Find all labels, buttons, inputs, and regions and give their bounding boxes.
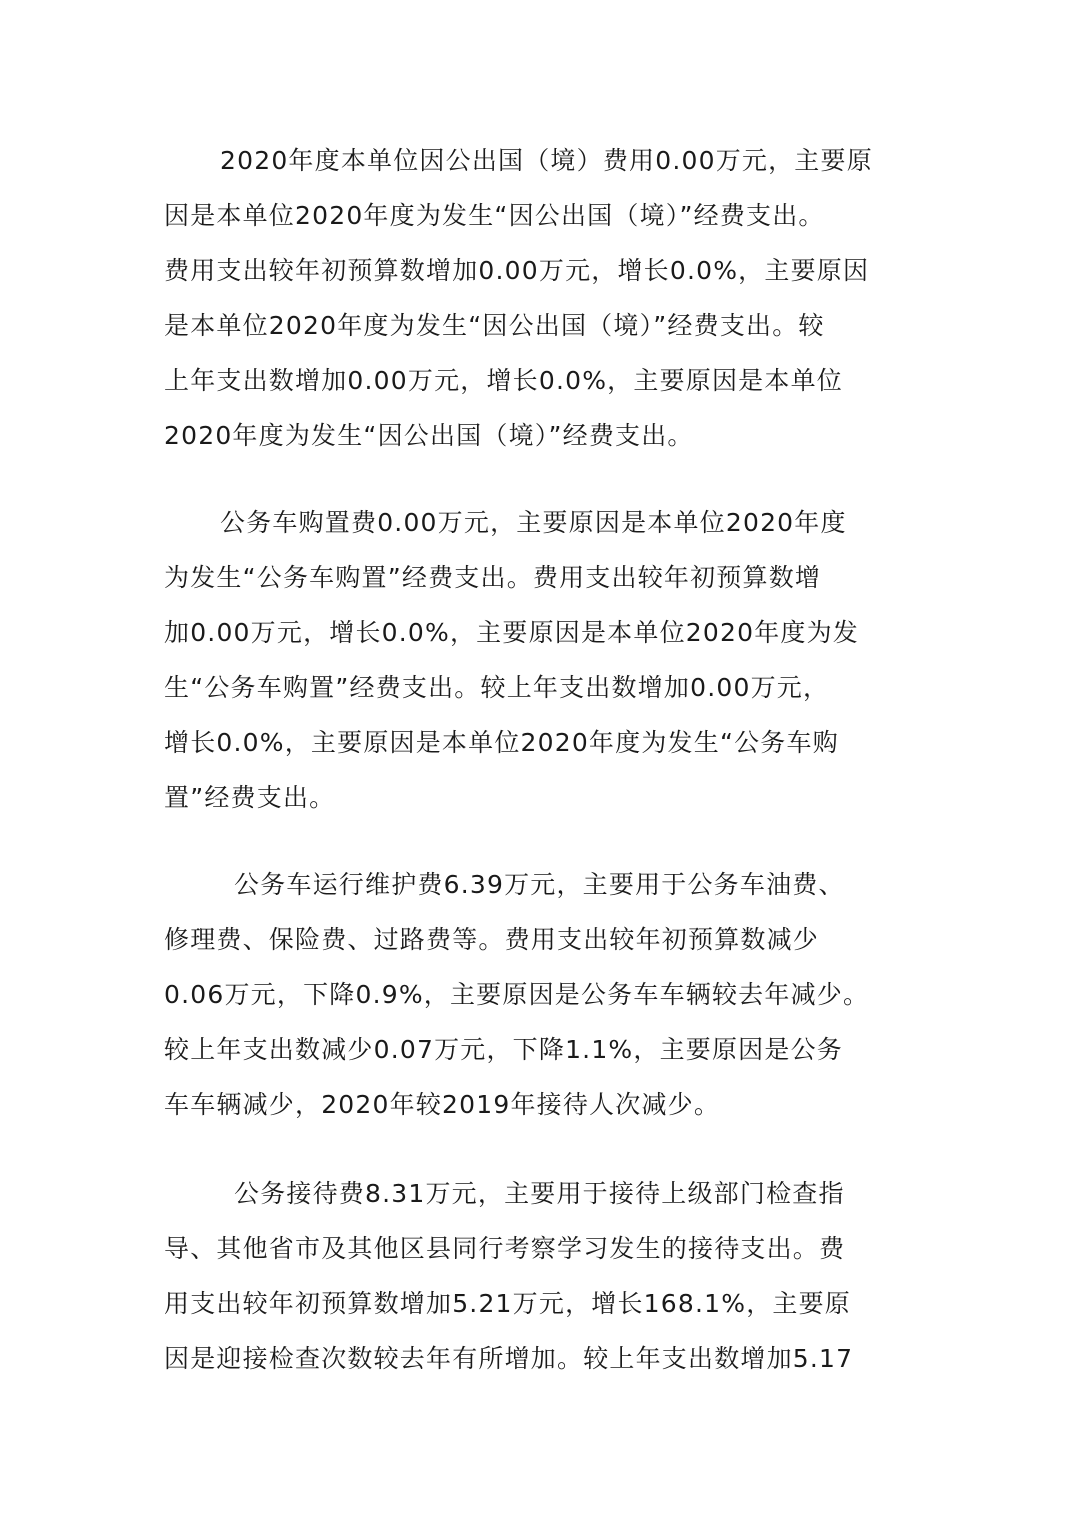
text-line: 是本单位2020年度为发生“因公出国（境）”经费支出。较: [164, 311, 825, 340]
text-line: 生“公务车购置”经费支出。较上年支出数增加0.00万元，: [164, 673, 830, 702]
text-line: 较上年支出数减少0.07万元，下降1.1%，主要原因是公务: [164, 1035, 843, 1064]
paragraph-vehicle-purchase: [164, 495, 944, 825]
text-line: 用支出较年初预算数增加5.21万元，增长168.1%，主要原: [164, 1289, 851, 1318]
text-line: 公务接待费8.31万元，主要用于接待上级部门检查指: [234, 1179, 845, 1208]
text-line: 修理费、保险费、过路费等。费用支出较年初预算数减少: [164, 925, 820, 954]
text-line: 置”经费支出。: [164, 783, 336, 812]
paragraph-official-reception: [164, 1166, 944, 1386]
text-line: 增长0.0%，主要原因是本单位2020年度为发生“公务车购: [164, 728, 839, 757]
text-line: 公务车购置费0.00万元，主要原因是本单位2020年度: [220, 508, 847, 537]
text-line: 公务车运行维护费6.39万元，主要用于公务车油费、: [234, 870, 845, 899]
text-line: 0.06万元，下降0.9%，主要原因是公务车车辆较去年减少。: [164, 980, 870, 1009]
paragraph-overseas-travel: [164, 133, 944, 463]
text-line: 2020年度为发生“因公出国（境）”经费支出。: [164, 421, 694, 450]
paragraph-vehicle-maintenance: [164, 857, 944, 1132]
text-line: 因是本单位2020年度为发生“因公出国（境）”经费支出。: [164, 201, 825, 230]
text-line: 费用支出较年初预算数增加0.00万元，增长0.0%，主要原因: [164, 256, 870, 285]
text-line: 加0.00万元，增长0.0%，主要原因是本单位2020年度为发: [164, 618, 860, 647]
text-line: 车车辆减少，2020年较2019年接待人次减少。: [164, 1090, 721, 1119]
text-line: 上年支出数增加0.00万元，增长0.0%，主要原因是本单位: [164, 366, 843, 395]
text-line: 因是迎接检查次数较去年有所增加。较上年支出数增加5.17: [164, 1344, 854, 1373]
text-line: 2020年度本单位因公出国（境）费用0.00万元，主要原: [220, 146, 873, 175]
text-line: 导、其他省市及其他区县同行考察学习发生的接待支出。费: [164, 1234, 846, 1263]
text-line: 为发生“公务车购置”经费支出。费用支出较年初预算数增: [164, 563, 822, 592]
